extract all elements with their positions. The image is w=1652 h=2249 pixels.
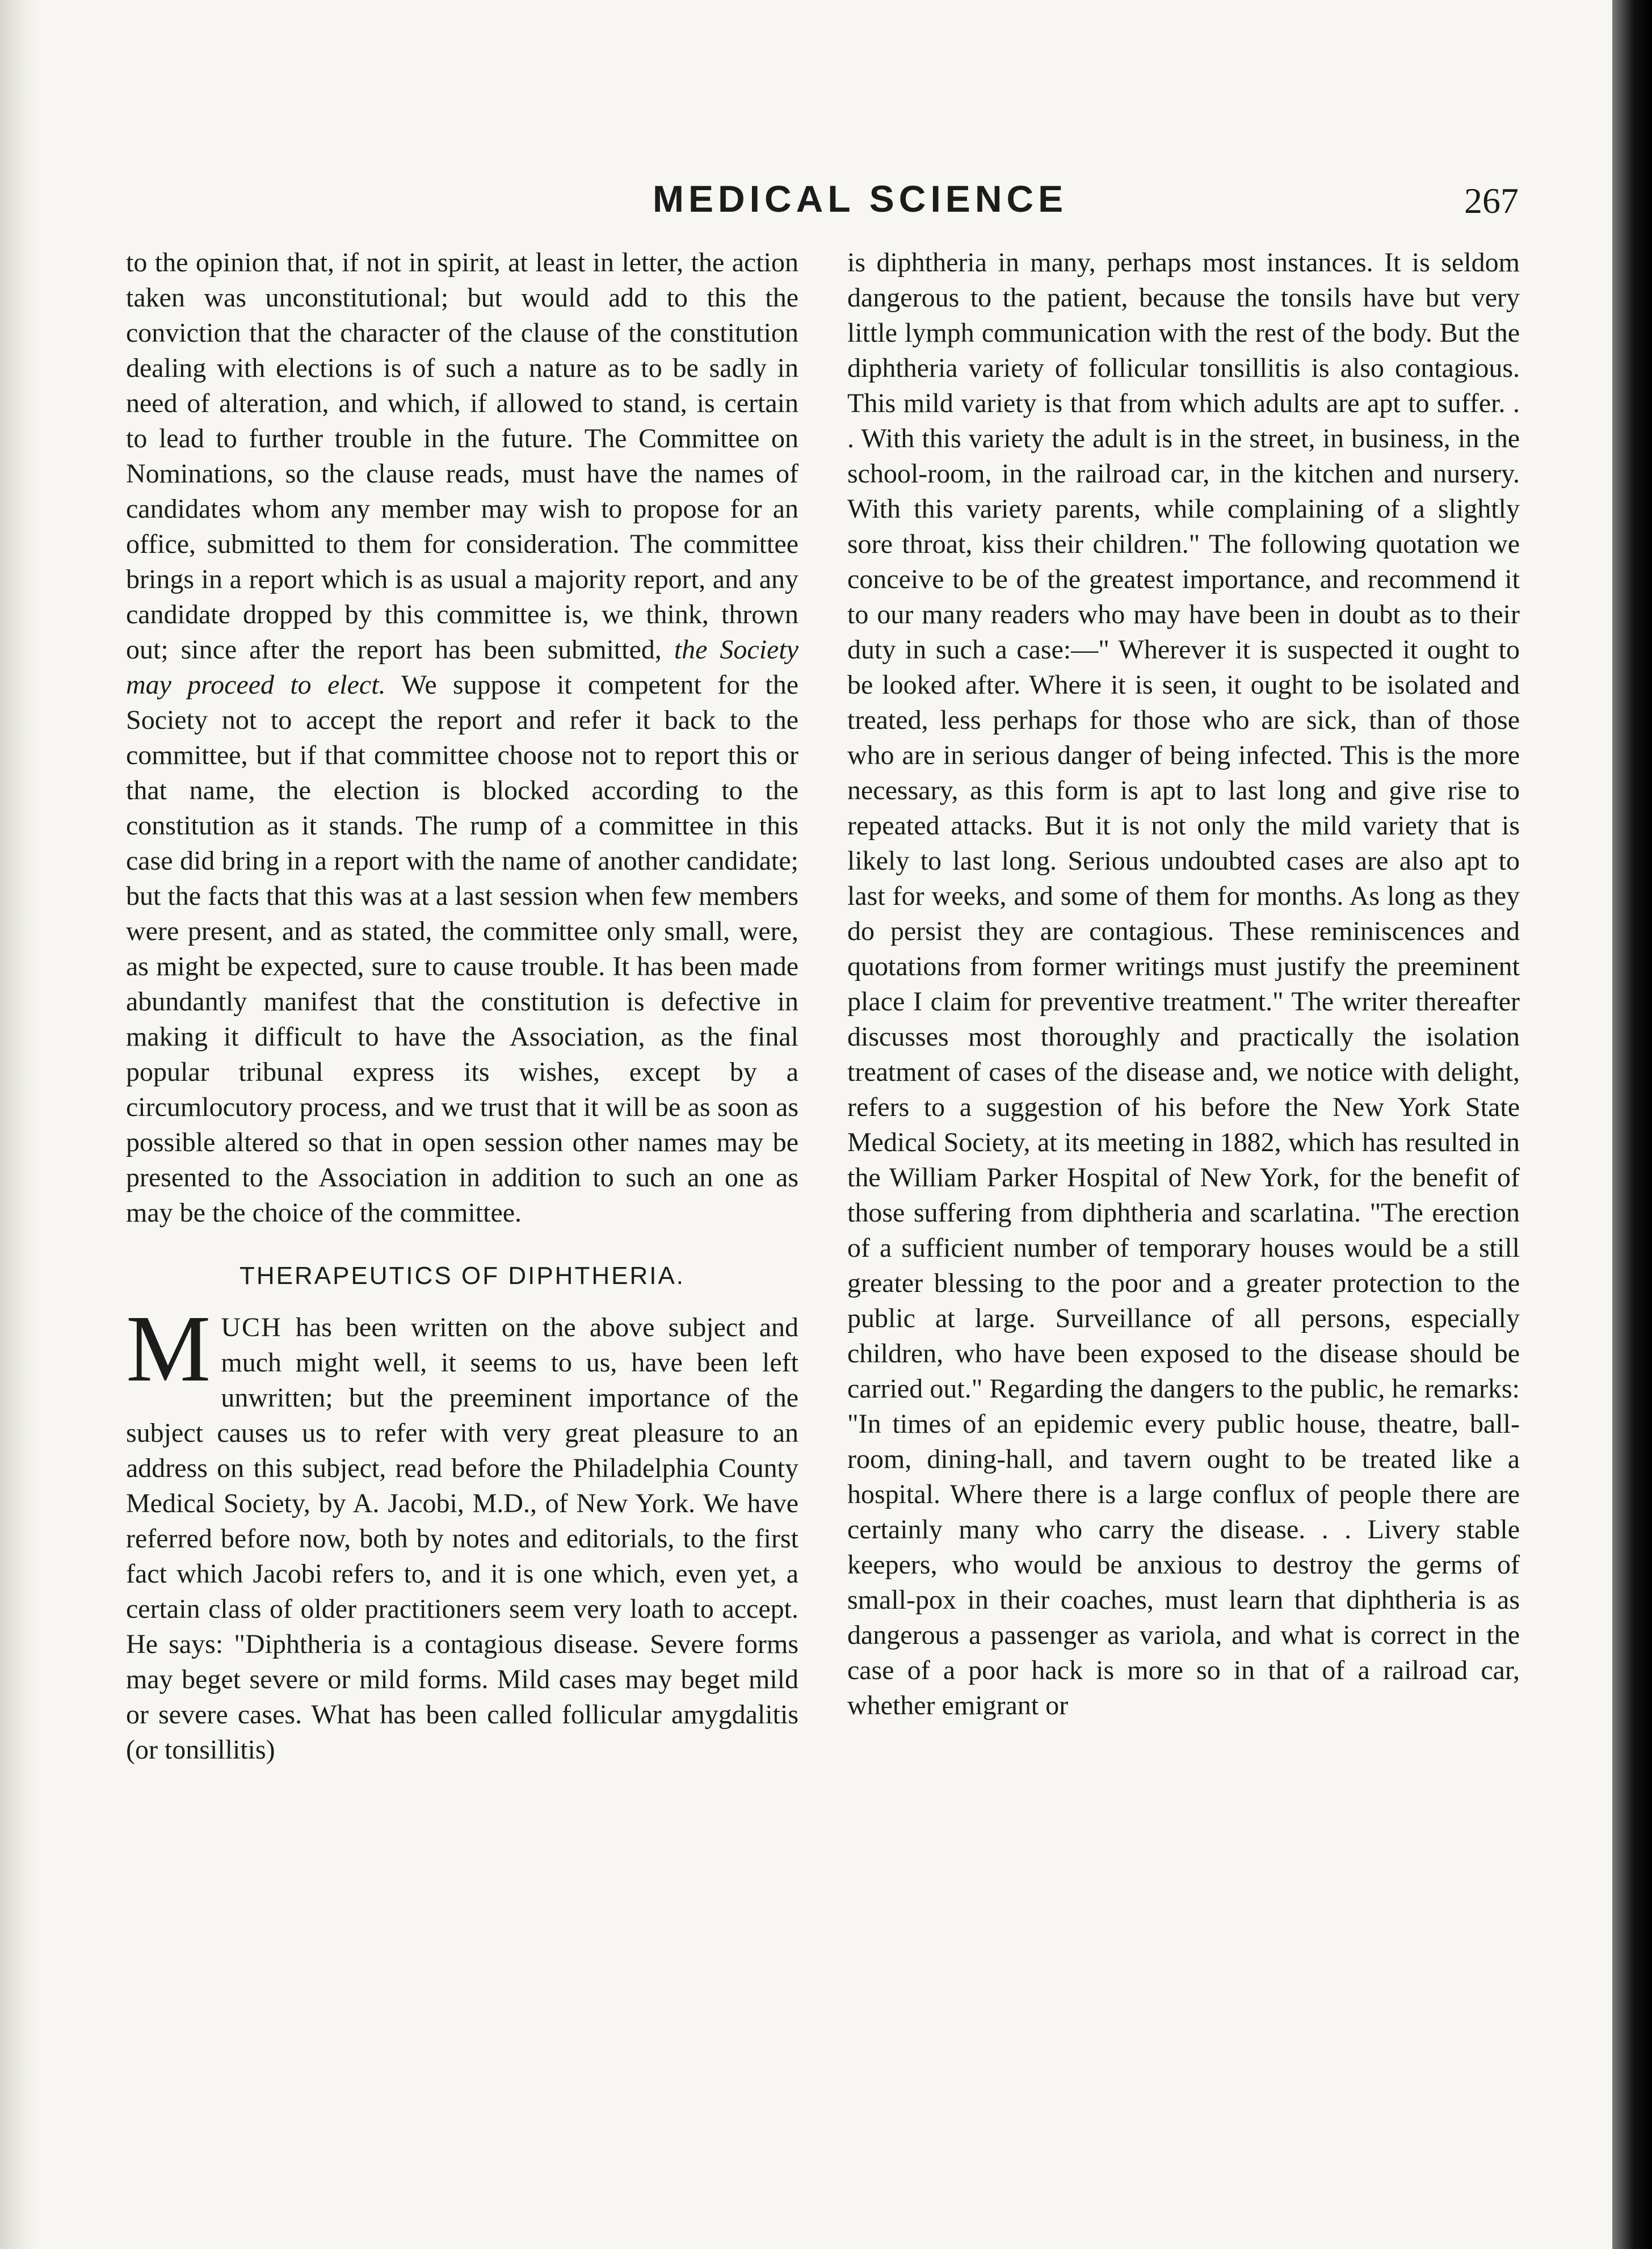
left-paragraph-1-cont: We suppose it competent for the Society not to accept the report and refer it back to the committee, but if that committee choose not to report this or that name, the election is blocked according to the constitution as it stands. The rump of a committee in this case did bring in a report with the name of another candidate; but the facts that this was at a last session when few members were present, and as stated, the committee only small, were, as might be expected, sure to cause trouble. It has been made abundantly manifest that the constitution is defective in making it difficult to have the Association, as the final popular tribunal express its wishes, except by a circumlocutory process, and we trust that it will be as soon as possible altered so that in open session other names may be presented to the Association in addition to such an one as may be the choice of the committee. [126, 670, 798, 1228]
left-paragraph-2 [126, 1296, 798, 1768]
left-paragraph-1-italic: the Society may proceed to elect. [126, 635, 799, 700]
right-paragraph-1: is diphtheria in many, perhaps most instances. It is seldom dangerous to the patient, because the tonsils have but very little lymph communication with the rest of the body. But the diphtheria variety of follicular tonsillitis is also contagious. This mild variety is that from which adults are apt to suffer. . . With this variety the adult is in the street, in business, in the school-room, in the railroad car, in the kitchen and nursery. With this variety parents, while complaining of a slightly sore throat, kiss their children." The following quotation we conceive to be of the greatest importance, and recommend it to our many readers who may have been in doubt as to their duty in such a case:—" Wherever it is suspected it ought to be looked after. Where it is seen, it ought to be isolated and treated, less perhaps for those who are sick, than of those who are in serious danger of being infected. This is the more necessary, as this form is apt to last long and give rise to repeated attacks. But it is not only the mild variety that is likely to last long. Serious undoubted cases are also apt to last for weeks, and some of them for months. As long as they do persist they are contagious. These reminiscences and quotations from former writings must justify the preeminent place I claim for preventive treatment." The writer thereafter discusses most thoroughly and practically the isolation treatment of cases of the disease and, we notice with delight, refers to a suggestion of his before the New York State Medical Society, at its meeting in 1882, which has resulted in the William Parker Hospital of New York, for the benefit of those suffering from diphtheria and scarlatina. "The erection of a sufficient number of temporary houses would be a still greater blessing to the poor and a greater protection to the public at large. Surveillance of all persons, especially children, who have been exposed to the disease should be carried out." Regarding the dangers to the public, he remarks: "In times of an epidemic every public house, theatre, ball-room, dining-hall, and tavern ought to be treated like a hospital. Where there is a large conflux of people there are certainly many who carry the disease. . . Livery stable keepers, who would be anxious to destroy the germs of small-pox in their coaches, must learn that diphtheria is as dangerous a passenger as variola, and what is correct in the case of a poor hack is more so in that of a railroad car, whether emigrant or [847, 247, 1520, 1721]
left-column [126, 245, 798, 1768]
section-heading: THERAPEUTICS OF DIPHTHERIA. [239, 1262, 686, 1290]
left-paragraph-1 [126, 245, 798, 1231]
page-number: 267 [1464, 181, 1519, 221]
first-word: UCH [221, 1312, 282, 1342]
left-paragraph-1-text: to the opinion that, if not in spirit, at least in letter, the action taken was unconstitutional; but would add to this the conviction that the character of the clause of the constitution dealing with elections is of such a nature as to be sadly in need of alteration, and which, if allowed to stand, is certain to lead to further trouble in the future. The Committee on Nominations, so the clause reads, must have the names of candidates whom any member may wish to propose for an office, submitted to them for consideration. The committee brings in a report which is as usual a majority report, and any candidate dropped by this committee is, we think, thrown out; since after the report has been submitted, [126, 247, 798, 665]
scan-edge-left [0, 0, 40, 2249]
drop-cap: M [126, 1296, 211, 1402]
running-title: MEDICAL SCIENCE [653, 178, 1068, 220]
scan-edge-right [1612, 0, 1652, 2249]
right-column [847, 245, 1520, 1723]
page-header [0, 170, 1652, 238]
left-paragraph-2-text: has been written on the above subject and much might well, it seems to us, have been left unwritten; but the preeminent importance of the subject causes us to refer with very great pleasure to an address on this subject, read before the Philadelphia County Medical Society, by A. Jacobi, M.D., of New York. We have referred before now, both by notes and editorials, to the first fact which Jacobi refers to, and it is one which, even yet, a certain class of older practitioners seem very loath to accept. He says: "Diphtheria is a contagious disease. Severe forms may beget severe or mild forms. Mild cases may beget mild or severe cases. What has been called follicular amygdalitis (or tonsillitis) [126, 1312, 798, 1765]
